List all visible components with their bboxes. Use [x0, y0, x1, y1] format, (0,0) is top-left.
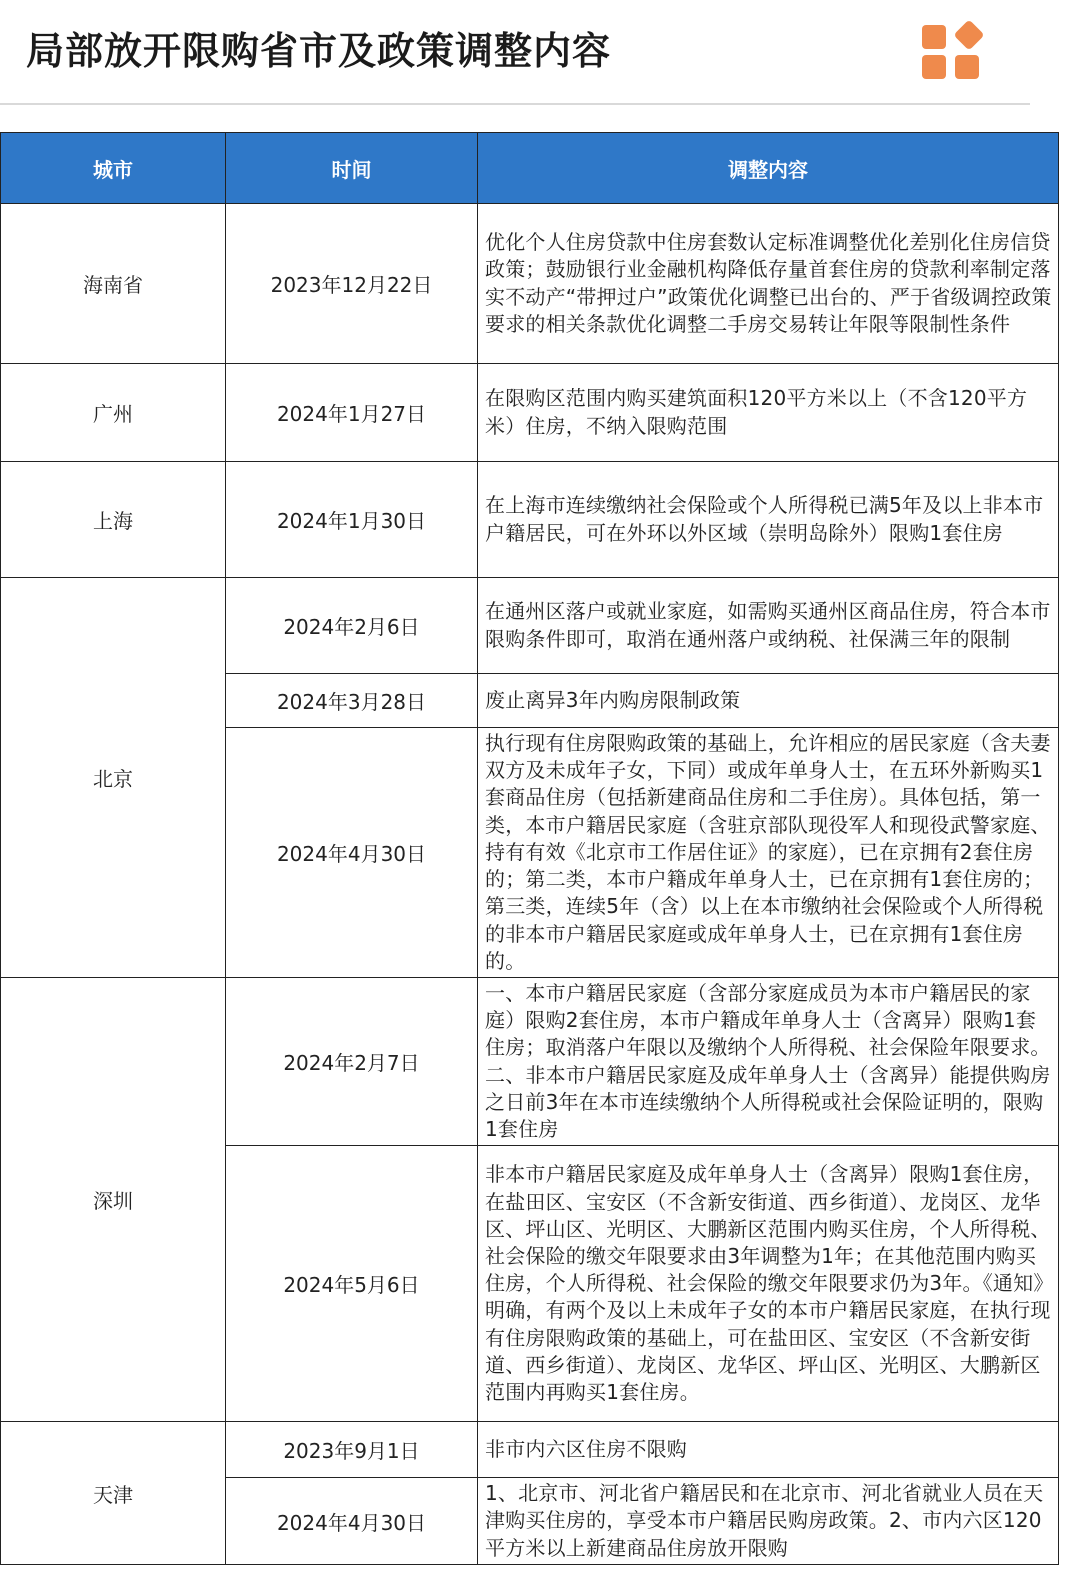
table-row — [1, 978, 1059, 1146]
header-city: 城市 — [1, 133, 226, 204]
policy-table — [0, 132, 1059, 1565]
date-cell: 2023年9月1日 — [226, 1422, 478, 1478]
date-cell: 2024年5月6日 — [226, 1146, 478, 1422]
content-cell: 执行现有住房限购政策的基础上，允许相应的居民家庭（含夫妻双方及未成年子女，下同）或成年单身人士，在五环外新购买1套商品住房（包括新建商品住房和二手住房）。具体包括，第一类，本市户籍居民家庭（含驻京部队现役军人和现役武警家庭、持有有效《北京市工作居住证》的家庭），已在京拥有2套住房的；第二类，本市户籍成年单身人士，已在京拥有1套住房的；第三类，连续5年（含）以上在本市缴纳社会保险或个人所得税的非本市户籍居民家庭或成年单身人士，已在京拥有1套住房的。 — [478, 728, 1059, 978]
table-row — [1, 578, 1059, 674]
table-header-row — [1, 133, 1059, 204]
content-cell: 一、本市户籍居民家庭（含部分家庭成员为本市户籍居民的家庭）限购2套住房，本市户籍成年单身人士（含离异）限购1套住房；取消落户年限以及缴纳个人所得税、社会保险年限要求。二、非本市户籍居民家庭及成年单身人士（含离异）能提供购房之日前3年在本市连续缴纳个人所得税或社会保险证明的，限购1套住房 — [478, 978, 1059, 1146]
content-cell: 在限购区范围内购买建筑面积120平方米以上（不含120平方米）住房，不纳入限购范围 — [478, 364, 1059, 462]
date-cell: 2024年4月30日 — [226, 1478, 478, 1565]
header-divider — [0, 103, 1030, 105]
date-cell: 2024年2月6日 — [226, 578, 478, 674]
table-row — [1, 204, 1059, 364]
city-cell: 深圳 — [1, 978, 226, 1422]
city-cell: 天津 — [1, 1422, 226, 1565]
date-cell: 2024年4月30日 — [226, 728, 478, 978]
content-cell: 非本市户籍居民家庭及成年单身人士（含离异）限购1套住房，在盐田区、宝安区（不含新安街道、西乡街道）、龙岗区、龙华区、坪山区、光明区、大鹏新区范围内购买住房，个人所得税、社会保险的缴交年限要求由3年调整为1年；在其他范围内购买住房，个人所得税、社会保险的缴交年限要求仍为3年。《通知》明确，有两个及以上未成年子女的本市户籍居民家庭，在执行现有住房限购政策的基础上，可在盐田区、宝安区（不含新安街道、西乡街道）、龙岗区、龙华区、坪山区、光明区、大鹏新区范围内再购买1套住房。 — [478, 1146, 1059, 1422]
city-cell: 广州 — [1, 364, 226, 462]
content-cell: 优化个人住房贷款中住房套数认定标准调整优化差别化住房信贷政策；鼓励银行业金融机构降低存量首套住房的贷款利率制定落实不动产“带押过户”政策优化调整已出台的、严于省级调控政策要求的相关条款优化调整二手房交易转让年限等限制性条件 — [478, 204, 1059, 364]
page-header — [0, 0, 1070, 105]
city-cell: 海南省 — [1, 204, 226, 364]
page-title: 局部放开限购省市及政策调整内容 — [26, 29, 612, 73]
date-cell: 2024年1月27日 — [226, 364, 478, 462]
date-cell: 2024年1月30日 — [226, 462, 478, 578]
content-cell: 废止离异3年内购房限制政策 — [478, 674, 1059, 728]
table-row — [1, 1422, 1059, 1478]
date-cell: 2023年12月22日 — [226, 204, 478, 364]
header-content: 调整内容 — [478, 133, 1059, 204]
city-cell: 北京 — [1, 578, 226, 978]
table-row — [1, 364, 1059, 462]
content-cell: 非市内六区住房不限购 — [478, 1422, 1059, 1478]
content-cell: 1、北京市、河北省户籍居民和在北京市、河北省就业人员在天津购买住房的，享受本市户籍居民购房政策。2、市内六区120平方米以上新建商品住房放开限购 — [478, 1478, 1059, 1565]
content-cell: 在上海市连续缴纳社会保险或个人所得税已满5年及以上非本市户籍居民，可在外环以外区域（崇明岛除外）限购1套住房 — [478, 462, 1059, 578]
logo-icon — [920, 20, 990, 82]
date-cell: 2024年2月7日 — [226, 978, 478, 1146]
table-row — [1, 462, 1059, 578]
date-cell: 2024年3月28日 — [226, 674, 478, 728]
header-date: 时间 — [226, 133, 478, 204]
city-cell: 上海 — [1, 462, 226, 578]
content-cell: 在通州区落户或就业家庭，如需购买通州区商品住房，符合本市限购条件即可，取消在通州落户或纳税、社保满三年的限制 — [478, 578, 1059, 674]
